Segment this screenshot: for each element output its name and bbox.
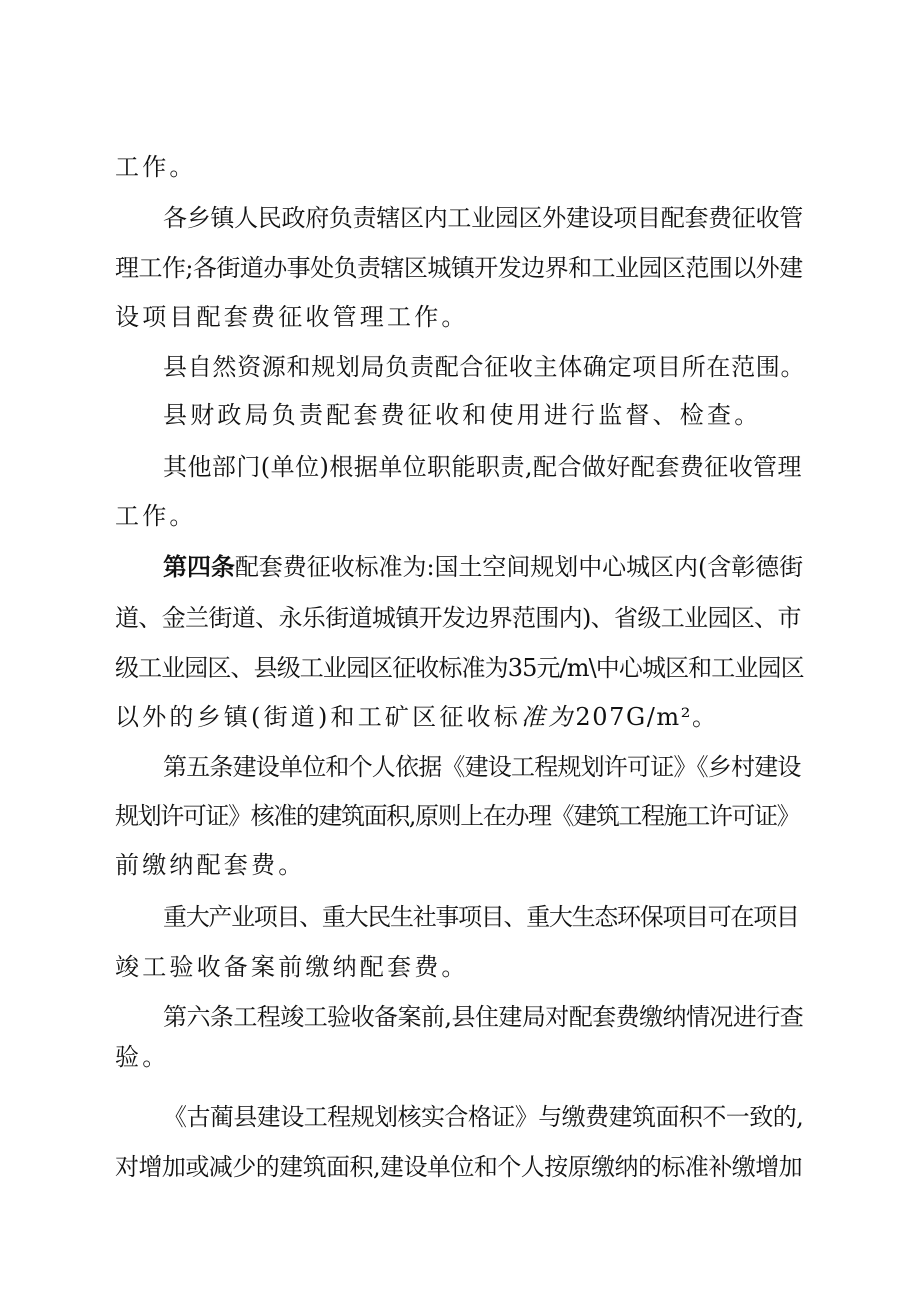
paragraph-line: 第五条建设单位和个人依据《建设工程规划许可证》《乡村建设: [163, 753, 801, 781]
paragraph-line: 第六条工程竣工验收备案前,县住建局对配套费缴纳情况进行查: [163, 1003, 804, 1031]
paragraph-line: 理工作;各街道办事处负责辖区城镇开发边界和工业园区范围以外建: [115, 254, 803, 282]
paragraph-line: [115, 702, 718, 732]
paragraph-line: 县自然资源和规划局负责配合征收主体确定项目所在范围。: [163, 353, 806, 381]
paragraph-line: 各乡镇人民政府负责辖区内工业园区外建设项目配套费征收管: [163, 204, 803, 232]
paragraph-line: 规划许可证》核准的建筑面积,原则上在办理《建筑工程施工许可证》: [115, 802, 800, 830]
paragraph-line: [163, 552, 803, 582]
paragraph-line: 重大产业项目、重大民生社事项目、重大生态环保项目可在项目: [163, 903, 799, 931]
paragraph-line: 验。: [115, 1043, 170, 1071]
paragraph-line: 级工业园区、县级工业园区征收标准为35元/m\中心城区和工业园区: [115, 654, 804, 682]
paragraph-line: 工作。: [115, 153, 197, 181]
paragraph-line: 竣工验收备案前缴纳配套费。: [115, 953, 469, 981]
italic-text-run: 准为: [520, 703, 576, 731]
paragraph-line: 对增加或减少的建筑面积,建设单位和个人按原缴纳的标准补缴增加: [115, 1153, 803, 1181]
paragraph-line: 县财政局负责配套费征收和使用进行监督、检查。: [163, 401, 762, 429]
article-text: 配套费征收标准为:国土空间规划中心城区内(含彰德街: [234, 553, 804, 581]
text-run: 以外的乡镇(街道)和工矿区征收标: [115, 703, 521, 731]
paragraph-line: 道、金兰街道、永乐街道城镇开发边界范围内)、省级工业园区、市: [115, 604, 801, 632]
paragraph-line: 其他部门(单位)根据单位职能职责,配合做好配套费征收管理: [163, 453, 802, 481]
paragraph-line: 《古蔺县建设工程规划核实合格证》与缴费建筑面积不一致的,: [163, 1103, 804, 1131]
text-run: 207G/m²。: [575, 703, 718, 731]
article-heading: 第四条: [163, 552, 235, 581]
paragraph-line: 前缴纳配套费。: [115, 851, 306, 879]
paragraph-line: 设项目配套费征收管理工作。: [115, 303, 469, 331]
paragraph-line: 工作。: [115, 502, 197, 530]
